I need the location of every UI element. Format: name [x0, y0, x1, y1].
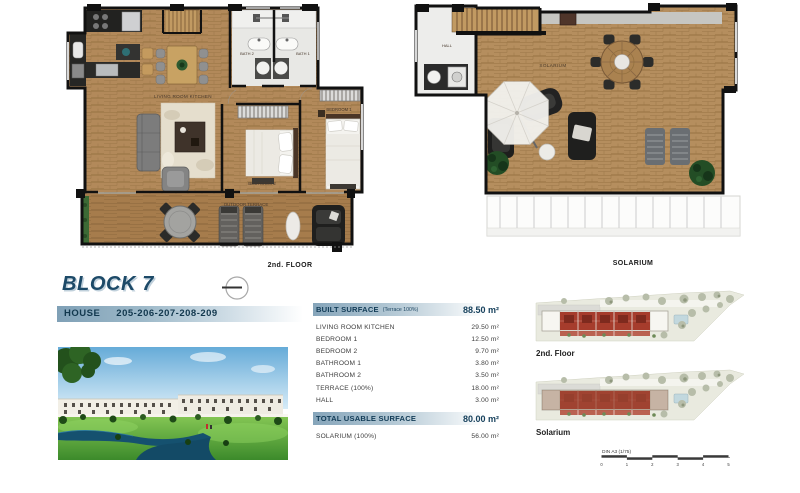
stairs-2nd: [163, 10, 201, 33]
bar-stool: [142, 48, 153, 59]
row-value: 3.50 m²: [475, 372, 499, 380]
surface-table: [313, 303, 500, 443]
caption-2nd-floor: 2nd. FLOOR: [267, 262, 313, 269]
terrace-sofa: [312, 205, 345, 246]
scale-bar: [600, 448, 732, 468]
floorplan-solarium-svg: [408, 2, 748, 264]
scale-tick: 0: [600, 462, 603, 467]
terrace-floor: [82, 194, 352, 244]
built-surface-note: (Terrace 100%): [382, 306, 419, 313]
row-value: 12.50 m²: [471, 335, 499, 343]
row-label: TERRACE (100%): [316, 384, 374, 392]
total-label: TOTAL USABLE SURFACE: [316, 414, 417, 424]
row-value: 3.00 m²: [475, 396, 499, 404]
dining-table: [156, 46, 208, 84]
solarium-surface-row: [313, 430, 500, 442]
siteplan-solarium: [534, 368, 746, 426]
house-label: HOUSE: [64, 308, 101, 320]
table-row: [313, 345, 500, 357]
table-row: [313, 382, 500, 394]
scale-tick: 1: [625, 462, 629, 467]
sun-lounger: [243, 206, 263, 246]
pergola: [487, 196, 740, 236]
lounge-chair: [568, 112, 596, 160]
row-label: SOLARIUM (100%): [316, 432, 377, 440]
row-label: HALL: [316, 396, 334, 404]
table-row: [313, 370, 500, 382]
row-label: BATHROOM 1: [316, 360, 362, 368]
label-bedroom1: BEDROOM 1: [326, 107, 352, 112]
sofa: [137, 114, 160, 171]
scale-bar-label: DIN A3 (1/75): [602, 450, 632, 455]
wardrobe: [320, 90, 360, 101]
block-title: BLOCK 7: [62, 273, 154, 295]
siteplan-2nd-caption: 2nd. Floor: [536, 349, 575, 358]
label-living: LIVING ROOM KITCHEN: [154, 94, 212, 99]
built-surface-value: 88.50 m²: [462, 304, 499, 315]
siteplan-2nd-floor: [534, 289, 746, 347]
wardrobe: [238, 106, 288, 118]
siteplan-solarium-caption: Solarium: [536, 428, 571, 437]
row-value: 56.00 m²: [471, 432, 499, 440]
row-label: BATHROOM 2: [316, 372, 362, 380]
row-value: 18.00 m²: [471, 384, 499, 392]
label-bedroom2: BEDROOM 2: [248, 181, 276, 186]
floorplan-2nd-svg: [56, 2, 368, 252]
north-compass-icon: [222, 274, 252, 304]
table-row: [313, 333, 500, 345]
total-surface-bar: [313, 412, 500, 425]
sun-lounger: [645, 128, 665, 165]
row-value: 3.80 m²: [475, 360, 499, 368]
scale-tick: 5: [727, 462, 730, 467]
label-terrace: OUTDOOR TERRACE: [223, 202, 269, 207]
table-row: [313, 394, 500, 406]
total-value: 80.00 m²: [462, 413, 499, 424]
built-surface-label: BUILT SURFACE: [316, 305, 379, 314]
property-photo: [58, 347, 288, 460]
sun-lounger: [670, 128, 690, 165]
figure: [206, 424, 208, 429]
figure: [210, 425, 212, 429]
plant: [689, 160, 715, 186]
label-solarium: SOLARIUM: [539, 63, 567, 68]
scale-tick: 2: [651, 462, 654, 467]
sun-lounger: [219, 206, 239, 246]
label-hall: HALL: [441, 43, 453, 48]
house-numbers: 205-206-207-208-209: [116, 308, 218, 320]
row-value: 29.50 m²: [471, 323, 499, 331]
bar-stool: [142, 64, 153, 75]
scale-tick: 4: [701, 462, 705, 467]
scale-tick: 3: [676, 462, 679, 467]
kitchen-sink: [122, 48, 130, 56]
coffee-table: [175, 122, 205, 152]
sink: [428, 71, 441, 84]
row-label: BEDROOM 2: [316, 347, 358, 355]
table-row: [313, 321, 500, 333]
label-bath1: BATH 1: [296, 51, 310, 56]
nightstand: [318, 110, 325, 117]
built-surface-header: [313, 303, 500, 316]
side-table: [539, 144, 555, 160]
label-bath2: BATH 2: [240, 51, 254, 56]
row-label: BEDROOM 1: [316, 335, 358, 343]
table-row: [313, 358, 500, 370]
caption-solarium: SOLARIUM: [612, 260, 654, 267]
plant: [485, 151, 509, 175]
house-bar: [57, 306, 303, 322]
row-value: 9.70 m²: [475, 347, 499, 355]
side-table: [286, 212, 300, 240]
row-label: LIVING ROOM KITCHEN: [316, 323, 395, 331]
